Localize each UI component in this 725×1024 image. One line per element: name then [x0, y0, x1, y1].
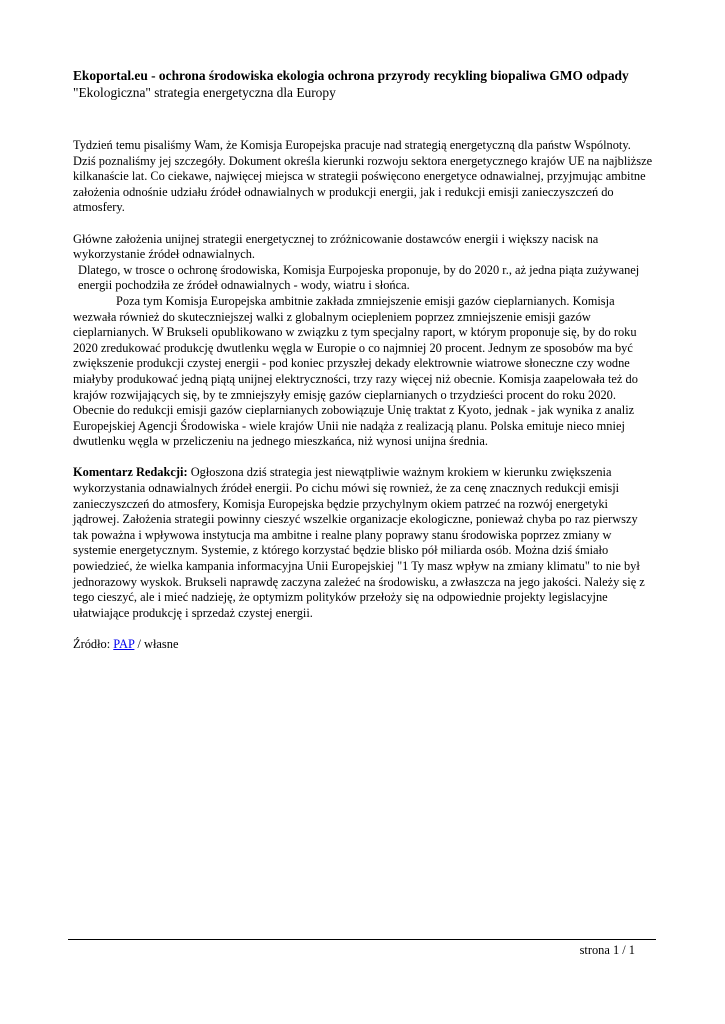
footer-divider — [68, 939, 656, 940]
page-header — [73, 67, 653, 101]
paragraph-emissions: Poza tym Komisja Europejska ambitnie zakłada zmniejszenie emisji gazów cieplarnianych. Komisja wezwała również do skuteczniejszej walki z globalnym ociepleniem poprzez zmniejszenie emisji gazów cieplarnianych. W Brukseli opublikowano w związku z tym specjalny raport, w którym proponuje się, by do roku 2020 zredukować produkcję dwutlenku węgla w Europie o co najmniej 20 procent. Jednym ze sposobów ma być zwiększenie produkcji czystej energii - pod koniec przyszłej dekady elektrownie wiatrowe słoneczne czy wodne miałyby produkować jedną piątą unijnej elektryczności, trzy razy więcej niż obecnie. Komisja zaapelowała też do krajów rozwijających się, by te zmniejszyły emisję gazów cieplarnianych o trzydzieści procent do roku 2020. Obecnie do redukcji emisji gazów cieplarnianych zobowiązuje Unię traktat z Kyoto, jednak - jak wynika z analiz Europejskiej Agencji Środowiska - wiele krajów Unii nie nadąża z realizacją planu. Polska emituje nieco mniej dwutlenku węgla w przeliczeniu na jednego mieszkańca, niż wynosi unijna średnia. — [73, 293, 638, 449]
source-line — [73, 637, 653, 653]
paragraph-main-assumptions: Główne założenia unijnej strategii energetycznej to zróżnicowanie dostawców energii i większy nacisk na wykorzystanie źródeł odnawialnych. — [73, 231, 599, 262]
paragraph-renewable-share: Dlatego, w trosce o ochronę środowiska, Komisja Eurpojeska proponuje, by do 2020 r., aż jedna piąta zużywanej energii pochodziła ze źródeł odnawialnych - wody, wiatru i słońca. — [78, 262, 640, 293]
article-body — [73, 138, 653, 653]
article-title: "Ekologiczna" strategia energetyczna dla Europy — [73, 85, 336, 100]
paragraph-editorial-comment — [73, 465, 653, 621]
source-label: Źródło: — [73, 637, 114, 651]
comment-text: Ogłoszona dziś strategia jest niewątpliwie ważnym krokiem w kierunku zwiększenia wykorzystania odnawialnych źródeł energii. Po cichu mówi się rownież, że za cenę znacznych redukcji emisji zanieczyszczeń do atmosfery, Komisja Europejska będzie przychylnym okiem patrzeć na rozwój energetyki jądrowej. Założenia strategii powinny cieszyć wszelkie organizacje ekologiczne, ponieważ chyba po raz pierwszy tak poważna i wpływowa instytucja ma ambitne i realne plany poprawy stanu środowiska poprzez zmiany w systemie energetycznym. Systemie, z którego korzystać będzie blisko pół miliarda osób. Można dziś śmiało powiedzieć, że wielka kampania informacyjna Unii Europejskiej "1 Ty masz wpływ na zmiany klimatu" to nie był jednorazowy wyskok. Brukseli naprawdę zaczyna zależeć na środowisku, a zwłaszcza na jego jakości. Należy się z tego cieszyć, ale i mieć nadzieję, że optymizm polityków przełoży się na odpowiednie projekty legislacyjne ułatwiające produkcję i sprzedaż czystej energii. — [73, 465, 645, 620]
source-suffix: / własne — [134, 637, 179, 651]
paragraph-intro: Tydzień temu pisaliśmy Wam, że Komisja Europejska pracuje nad strategią energetyczną dla państw Wspólnoty. Dziś poznaliśmy jej szczegóły. Dokument określa kierunki rozwoju sektora energetycznego krajów UE na najbliższe kilkanaście lat. Co ciekawe, najwięcej miejsca w strategii poświęcono energetyce odnawialnej, przyjmując ambitne założenia odnośnie udziału źródeł odnawialnych w produkcji energii, jak i redukcji emisji zanieczyszczeń do atmosfery. — [73, 138, 653, 215]
comment-label: Komentarz Redakcji: — [73, 465, 188, 480]
site-title: Ekoportal.eu - ochrona środowiska ekologia ochrona przyrody recykling biopaliwa GMO odpady — [73, 68, 629, 83]
source-link-pap[interactable]: PAP — [113, 637, 135, 651]
page-number: strona 1 / 1 — [579, 943, 635, 957]
